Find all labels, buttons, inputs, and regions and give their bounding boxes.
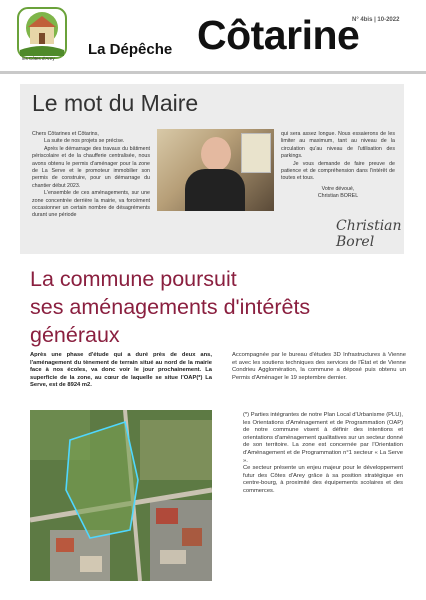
mayor-column-left: [32, 131, 150, 220]
article-body: Accompagnée par le bureau d'études 3D Infrastructures à Vienne et avec les soutiens techniques des services de l'État et de Vienne Condrieu Agglomération, la commune a déposé puis obtenu un Permis d'Aménager le 19 septembre dernier.: [232, 352, 406, 381]
mayor-section-title: Le mot du Maire: [32, 90, 199, 116]
logo-caption: les Côtes d'Arey: [22, 56, 55, 61]
aerial-map-icon: [30, 410, 212, 581]
article-title: [30, 265, 310, 349]
issue-number: N° 4bis | 10-2022: [352, 17, 400, 23]
brand-prefix: La Dépêche: [88, 41, 173, 58]
sector-description: Ce secteur présente un enjeu majeur pour le développement futur des Côtes d'Arey grâce à sa position stratégique en centre-bourg, à proximité des équipements scolaires et des commerces.: [243, 465, 403, 494]
mayor-closing: Votre dévoué,: [321, 185, 355, 192]
aerial-photo: [30, 410, 212, 581]
mayor-name: Christian BOREL: [317, 193, 359, 200]
article-title-line: ses aménagements d'intérêts: [30, 295, 311, 319]
mayor-face: [201, 137, 231, 171]
mayor-suit: [185, 169, 245, 211]
header-divider: [0, 71, 426, 74]
mayor-greeting: Chers Côtarines et Côtarins,: [32, 131, 99, 137]
mayor-photo: [157, 129, 274, 211]
article-footnote: [243, 412, 403, 496]
mayor-paragraph: Je vous demande de faire preuve de patience et de compréhension dans l'intérêt de toutes et tous.: [281, 160, 395, 182]
article-title-line: La commune poursuit: [30, 267, 237, 291]
oap-definition: (*) Parties intégrantes de notre Plan Local d'Urbanisme (PLU), les Orientations d'Aménagement et de Programmation (OAP) de notre commune visent à définir des intentions et orientations d'aménagement qualitatives sur un secteur donné de son territoire. La zone est concernée par l'Orientation d'Aménagement et de Programmation n°1 secteur « La Serve ».: [243, 412, 403, 464]
mayor-paragraph: L'ensemble de ces aménagements, sur une zone concentrée derrière la mairie, va forcément occasionner un certain nombre de désagréments durant une période: [32, 190, 150, 219]
mayor-signature: Christian Borel: [336, 218, 402, 250]
wall-map: [241, 133, 271, 173]
mayor-paragraph: qui sera assez longue. Nous essaierons de les limiter au maximum, tant au niveau de la circulation qu'au niveau de l'utilisation des parkings.: [281, 131, 395, 160]
mayor-paragraph: Après le démarrage des travaux du bâtiment périscolaire et de la chaufferie centralisée, nous avons obtenu le permis d'aménager pour la zone de La Serve et le promoteur immobilier son permis de construire, pour un démarrage du chantier début 2023.: [32, 145, 150, 189]
article-title-line: généraux: [30, 323, 120, 347]
article-lead: Après une phase d'étude qui a duré près de deux ans, l'aménagement du tènement de terrain situé au nord de la mairie face à nos écoles, va donc voir le jour prochainement. La superficie de la zone, au cœur de laquelle se situe l'OAP(*) La Serve, est de 8924 m2.: [30, 352, 212, 389]
brand-title: Côtarine: [197, 12, 360, 58]
masthead: [0, 0, 426, 74]
mayor-paragraph: La suite de nos projets se précise.: [44, 138, 125, 145]
mayor-column-right: [281, 131, 395, 201]
